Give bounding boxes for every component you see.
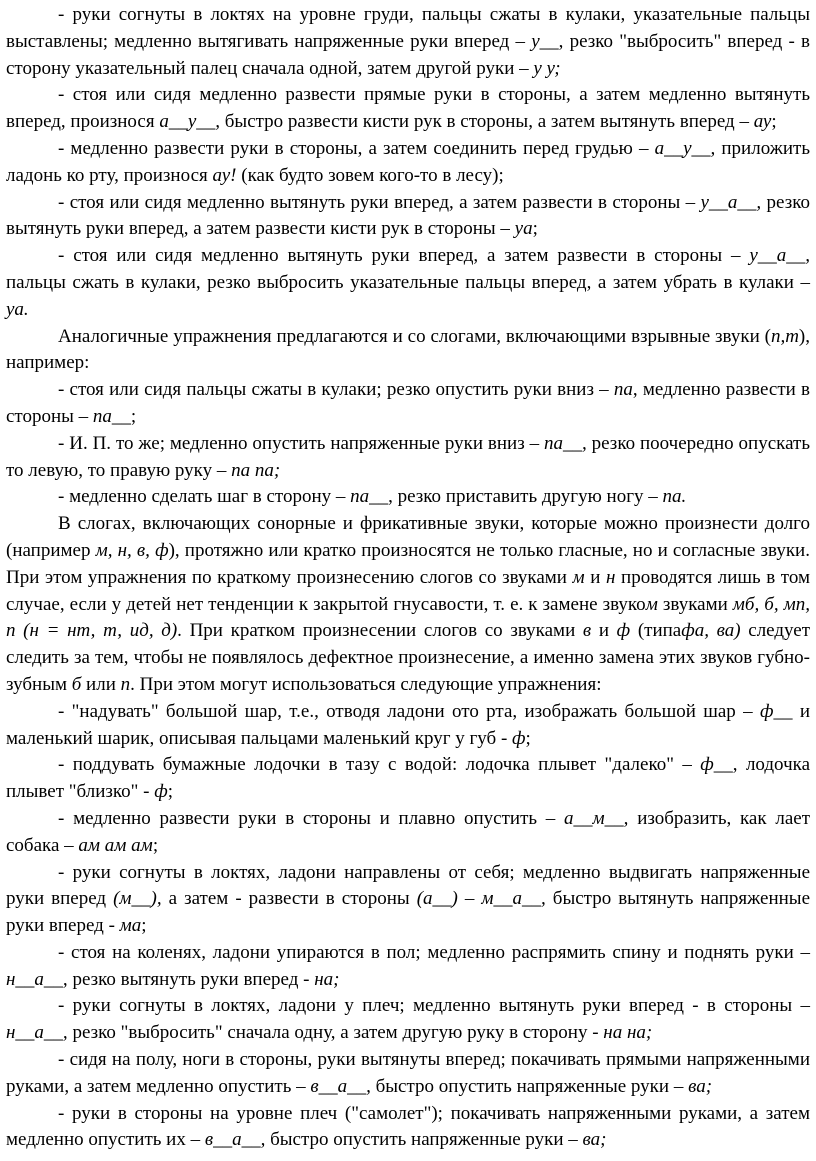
text-run: - руки согнуты в локтях, ладони у плеч; медленно вытянуть руки вперед - в стороны	[58, 995, 801, 1017]
text-run: , медленно развести в стороны	[6, 379, 810, 427]
text-run: ;	[771, 111, 777, 133]
text-run: (типа	[630, 620, 682, 642]
italic-text-run: м	[645, 593, 658, 615]
text-run: и маленький шарик, описывая пальцами маленький круг у губ -	[6, 700, 810, 749]
text-run: . При кратком произнесении слогов со звуками	[177, 620, 583, 642]
text-run: резко вытянуть руки вперед, а затем развести кисти рук в стороны	[6, 191, 810, 240]
text-run: следует следить за тем, чтобы не появлялось дефектное произнесение, а именно замена этих звуков губно-зубным	[6, 620, 811, 695]
text-run: приложить ладонь ко рту, произнося	[6, 137, 810, 186]
italic-text-run: – па__,	[529, 432, 587, 454]
text-run: - стоя на коленях, ладони упираются в пол; медленно распрямить спину и поднять руки	[58, 941, 801, 963]
text-run: ;	[525, 727, 531, 749]
text-run: резко поочередно опускать то левую, то правую руку	[6, 432, 811, 481]
italic-text-run: – па	[599, 379, 633, 401]
paragraph	[6, 860, 810, 940]
italic-text-run: – уа.	[6, 271, 810, 320]
italic-text-run: – а__у__,	[638, 137, 716, 159]
italic-text-run: – ф__	[743, 700, 793, 722]
paragraph	[6, 1101, 810, 1155]
italic-text-run: – у__а__,	[730, 245, 810, 267]
italic-text-run: мб, б, мп, п (н = нт, т, ид, д)	[6, 593, 810, 642]
italic-text-run: ф	[616, 620, 631, 642]
italic-text-run: – у__	[515, 30, 559, 52]
paragraph	[6, 484, 810, 511]
italic-text-run: – па__	[335, 486, 389, 508]
italic-text-run: – ф__	[682, 754, 733, 776]
text-run: проводятся лишь в том случае, если у детей нет тенденции к закрытой гнусавости, т. е. к замене звуко	[6, 566, 810, 615]
italic-text-run: в	[582, 620, 592, 642]
paragraph	[6, 243, 810, 323]
text-run: , резко "выбросить" вперед - в сторону указательный палец сначала одной, затем другой руки	[6, 30, 810, 79]
paragraph	[6, 511, 810, 699]
text-run: быстро вытянуть напряженные руки вперед -	[6, 888, 810, 937]
paragraph	[6, 752, 810, 806]
text-run: . При этом могут использоваться следующие упражнения:	[130, 673, 602, 695]
text-run: ;	[532, 218, 538, 240]
text-run: - медленно развести руки в стороны, а затем соединить перед грудью	[58, 137, 639, 159]
italic-text-run: – ам ам ам	[64, 834, 153, 856]
text-run: ;	[152, 834, 159, 856]
text-run: , резко приставить другую ногу	[388, 486, 649, 508]
paragraph	[6, 377, 810, 431]
italic-text-run: (а__) – м__а__,	[416, 888, 546, 910]
text-run: - стоя или сидя пальцы сжаты в кулаки; резко опустить руки вниз	[58, 379, 600, 401]
italic-text-run: – ва;	[568, 1129, 607, 1151]
text-run: и	[591, 620, 617, 642]
text-run: - медленно сделать шаг в сторону	[58, 486, 336, 508]
text-run: быстро опустить напряженные руки	[370, 1075, 674, 1097]
italic-text-run: (м__),	[113, 888, 162, 910]
italic-text-run: ф	[154, 781, 168, 803]
italic-text-run: – в__а__,	[190, 1129, 266, 1151]
italic-text-run: м, н, в, ф	[95, 539, 169, 561]
text-run: звуками	[657, 593, 733, 615]
paragraph	[6, 2, 810, 82]
italic-text-run: п,т	[770, 325, 799, 347]
text-run: ;	[141, 915, 147, 937]
italic-text-run: ф	[512, 727, 526, 749]
paragraph	[6, 699, 810, 753]
text-run: - медленно развести руки в стороны и плавно опустить	[58, 807, 546, 829]
paragraph	[6, 1047, 810, 1101]
italic-text-run: н	[606, 566, 616, 588]
italic-text-run: п	[120, 673, 131, 695]
paragraph	[6, 190, 810, 244]
text-run: а затем - развести в стороны	[161, 888, 417, 910]
text-run: ), например:	[6, 325, 810, 374]
text-run: - стоя или сидя медленно развести прямые руки в стороны, а затем медленно вытянуть вперед, произнося	[6, 84, 810, 133]
italic-text-run: – ау	[739, 111, 772, 133]
italic-text-run: –н__а__,	[6, 941, 810, 990]
text-run: быстро развести кисти рук в стороны, а затем вытянуть вперед	[220, 111, 740, 133]
paragraph	[6, 940, 810, 994]
text-run: - руки согнуты в локтях на уровне груди, пальцы сжаты в кулаки, указательные пальцы выставлены; медленно вытягивать напряженные руки вперед	[6, 4, 810, 52]
italic-text-run: м	[572, 566, 585, 588]
text-run: или	[81, 673, 121, 695]
text-run: пальцы сжать в кулаки, резко выбросить указательные пальцы вперед, а затем убрать в кулаки	[6, 271, 801, 293]
text-run: - руки согнуты в локтях, ладони направлены от себя; медленно выдвигать напряженные руки вперед	[6, 861, 810, 910]
italic-text-run: – ва;	[673, 1075, 713, 1097]
text-run: (как будто зовем кого-то в лесу);	[236, 164, 504, 186]
paragraph	[6, 993, 810, 1047]
paragraph	[6, 324, 810, 378]
italic-text-run: – у__а__,	[685, 191, 762, 213]
paragraph	[6, 806, 810, 860]
text-run: ;	[167, 781, 173, 803]
text-run: и	[584, 566, 607, 588]
text-run: - стоя или сидя медленно вытянуть руки вперед, а затем развести в стороны	[58, 191, 686, 213]
text-run: - поддувать бумажные лодочки в тазу с водой: лодочка плывет "далеко"	[58, 754, 683, 776]
italic-text-run: на;	[314, 968, 340, 990]
italic-text-run: – па.	[648, 486, 687, 508]
text-run: , лодочка плывет "близко" -	[6, 754, 810, 803]
paragraph	[6, 82, 810, 136]
italic-text-run: ма	[119, 915, 142, 937]
italic-text-run: ау!	[212, 164, 237, 186]
italic-text-run: – уа	[500, 218, 533, 240]
italic-text-run: фа, ва)	[681, 620, 741, 642]
text-run: - сидя на полу, ноги в стороны, руки вытянуты вперед; покачивать прямыми напряженными руками, а затем медленно опустить	[6, 1049, 810, 1097]
paragraph	[6, 431, 810, 485]
italic-text-run: – а__м__,	[545, 807, 629, 829]
text-run: В слогах, включающих сонорные и фрикативные звуки, которые можно произнести долго (например	[6, 513, 810, 561]
text-run: резко "выбросить" сначала одну, а затем другую руку в сторону -	[67, 1022, 604, 1044]
text-run: ;	[130, 405, 137, 427]
text-run: быстро опустить напряженные руки	[265, 1129, 569, 1151]
italic-text-run: –н__а__,	[6, 995, 810, 1044]
text-run: - "надувать" большой шар, т.е., отводя ладони ото рта, изображать большой шар	[58, 700, 744, 722]
italic-text-run: – па па;	[216, 459, 281, 481]
paragraph	[6, 136, 810, 190]
text-run: Аналогичные упражнения предлагаются и со слогами, включающими взрывные звуки (	[58, 325, 771, 347]
italic-text-run: – у у;	[519, 57, 561, 79]
text-run: резко вытянуть руки вперед -	[67, 968, 315, 990]
italic-text-run: на на;	[603, 1022, 653, 1044]
text-run: - И. П. то же; медленно опустить напряженные руки вниз	[58, 432, 530, 454]
italic-text-run: а__у__,	[159, 111, 221, 133]
text-run: ), протяжно или кратко произносятся не только гласные, но и согласные звуки. При этом упражнения по краткому произнесению слогов со звуками	[6, 539, 810, 588]
italic-text-run: – в__а__,	[296, 1075, 371, 1097]
italic-text-run: – па__	[78, 405, 131, 427]
text-run: - стоя или сидя медленно вытянуть руки вперед, а затем развести в стороны	[58, 245, 731, 267]
italic-text-run: б	[71, 673, 82, 695]
text-run: - руки в стороны на уровне плеч ("самолет"); покачивать напряженными руками, а затем медленно опустить их	[6, 1102, 810, 1151]
text-run: изобразить, как лает собака	[6, 807, 811, 856]
